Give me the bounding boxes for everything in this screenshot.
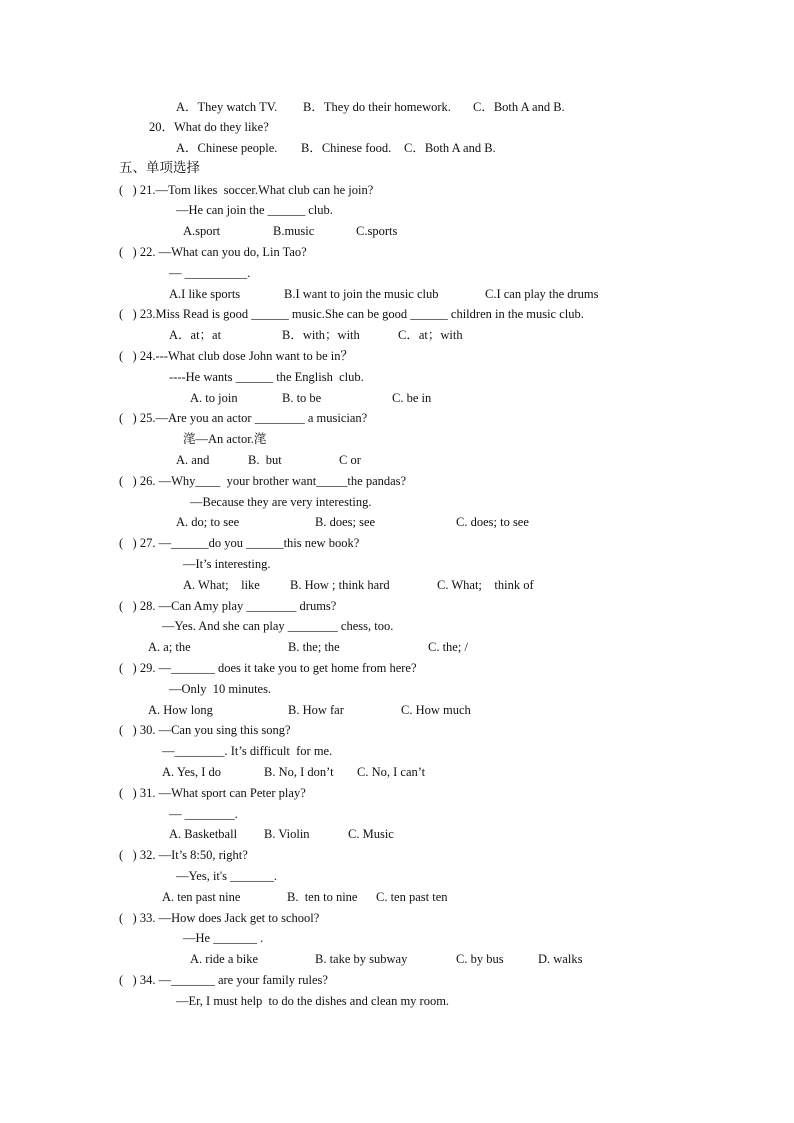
q22-stem: ( ) 22. —What can you do, Lin Tao? [119,245,307,259]
q26-option-a: A. do; to see [176,515,240,529]
q21-line: —He can join the ______ club. [176,203,333,217]
q20-option-b: B．Chinese food. [301,141,392,155]
q19-option-b: B．They do their homework. [303,100,451,114]
section-title: 五、单项选择 [119,160,200,175]
q33-line: —He _______ . [183,931,264,945]
q20-stem: 20．What do they like? [149,120,269,134]
q28-option-b: B. the; the [288,640,340,654]
q29-option-a: A. How long [148,703,213,717]
q26-option-c: C. does; to see [456,515,529,529]
q23-stem: ( ) 23.Miss Read is good ______ music.She can be good ______ children in the music club. [119,307,584,321]
q23-option-c: C．at；with [398,328,463,342]
q24-option-a: A. to join [190,391,238,405]
q20-option-c: C．Both A and B. [404,141,496,155]
q30-option-c: C. No, I can’t [357,765,426,779]
q21-option-b: B.music [273,224,315,238]
q32-option-b: B. ten to nine [287,890,358,904]
q34-line: —Er, I must help to do the dishes and clean my room. [176,994,450,1008]
q33-option-b: B. take by subway [315,952,408,966]
q22-option-b: B.I want to join the music club [284,287,439,301]
q27-line: —It’s interesting. [183,557,271,571]
q24-option-c: C. be in [392,391,432,405]
q20-option-a: A．Chinese people. [176,141,278,155]
q32-stem: ( ) 32. —It’s 8:50, right? [119,848,248,862]
q33-option-d: D. walks [538,952,583,966]
q32-option-c: C. ten past ten [376,890,448,904]
q31-option-b: B. Violin [264,827,310,841]
q30-stem: ( ) 30. —Can you sing this song? [119,723,291,737]
q30-option-b: B. No, I don’t [264,765,334,779]
q28-option-a: A. a; the [148,640,191,654]
q31-line: — ________. [169,807,238,821]
q22-option-c: C.I can play the drums [485,287,599,301]
q31-option-a: A. Basketball [169,827,238,841]
q24-line: ----He wants ______ the English club. [169,370,364,384]
q27-option-b: B. How ; think hard [290,578,390,592]
q22-line: — __________. [169,266,251,280]
q22-option-a: A.I like sports [169,287,241,301]
q27-option-a: A. What; like [183,578,260,592]
q25-line: 滗—An actor.滗 [183,432,267,446]
q21-option-c: C.sports [356,224,398,238]
q33-option-c: C. by bus [456,952,504,966]
q28-line: —Yes. And she can play ________ chess, too. [162,619,394,633]
q21-option-a: A.sport [183,224,221,238]
q31-option-c: C. Music [348,827,394,841]
q25-option-a: A. and [176,453,210,467]
q33-stem: ( ) 33. —How does Jack get to school? [119,911,320,925]
q26-option-b: B. does; see [315,515,376,529]
q31-stem: ( ) 31. —What sport can Peter play? [119,786,306,800]
q32-option-a: A. ten past nine [162,890,241,904]
q29-option-c: C. How much [401,703,471,717]
q28-option-c: C. the; / [428,640,468,654]
q27-stem: ( ) 27. —______do you ______this new book? [119,536,360,550]
q24-stem: ( ) 24.---What club dose John want to be in？ [119,349,353,363]
q29-stem: ( ) 29. —_______ does it take you to get home from here? [119,661,417,675]
q23-option-a: A．at；at [169,328,222,342]
q30-option-a: A. Yes, I do [162,765,222,779]
q30-line: —________. It’s difficult for me. [162,744,333,758]
q25-option-c: C or [339,453,361,467]
q26-stem: ( ) 26. —Why____ your brother want_____the pandas? [119,474,407,488]
q34-stem: ( ) 34. —_______ are your family rules? [119,973,328,987]
q19-option-a: A．They watch TV. [176,100,278,114]
q19-option-c: C．Both A and B. [473,100,565,114]
q23-option-b: B．with；with [282,328,360,342]
q29-option-b: B. How far [288,703,344,717]
q25-option-b: B. but [248,453,282,467]
q28-stem: ( ) 28. —Can Amy play ________ drums? [119,599,337,613]
q25-stem: ( ) 25.—Are you an actor ________ a musician? [119,411,368,425]
q33-option-a: A. ride a bike [190,952,259,966]
q26-line: —Because they are very interesting. [190,495,372,509]
q24-option-b: B. to be [282,391,322,405]
q27-option-c: C. What; think of [437,578,534,592]
q29-line: —Only 10 minutes. [169,682,272,696]
q21-stem: ( ) 21.—Tom likes soccer.What club can he join? [119,183,374,197]
q32-line: —Yes, it's _______. [176,869,278,883]
